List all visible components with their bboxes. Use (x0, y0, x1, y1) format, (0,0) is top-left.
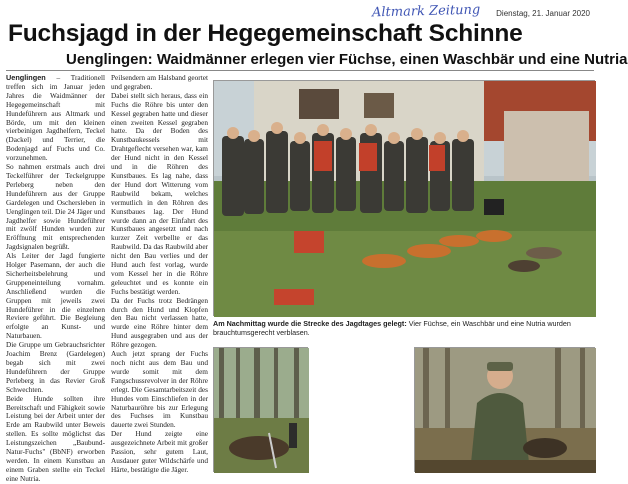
paragraph-text: – Traditionell treffen sich im Januar jeden Jahres die Waidmänner der Hegegemeinschaft mit Hundeführern aus Altmark und Börde, um mit den kleinen vierbeinigen Jagdhelfern, Teckel (Dackel) und Terrier, die Bodenjagd auf Fuchs und Co. vorzunehmen. (6, 73, 105, 163)
article-column-1 (6, 73, 105, 483)
column-2-paragraph-5: Der Hund zeigte eine ausgezeichnete Arbeit mit großer Passion, sehr gutem Laut, Ausdauer guter Wildschärfe und Härte, bestätigte die Jäger. (111, 429, 208, 474)
caption-lead: Am Nachmittag wurde die Strecke des Jagdtages gelegt: (213, 319, 407, 328)
article-column-2 (111, 74, 208, 472)
column-2-paragraph-4: Auch jetzt sprang der Fuchs noch nicht aus dem Bau und wurde somit mit dem Fangschussrevolver in der Röhre erlegt. Die Gesamtarbeitszeit des Hundes vom Einschliefen in der Naturbauröhre bis zur Erlegung des Fuchses im Kunstbau dauerte zwei Stunden. (111, 349, 208, 430)
column-2-paragraph-2: Dabei stellt sich heraus, dass ein Fuchs die Röhre bis unter den Kessel gegraben hatte und dieser einen zweiten Kessel gegraben hatte. Da der Boden des Kunstbaukessels mit Drahtgeflecht versehen war, kam der Hund nicht in den Kessel und in die Röhren des Kunstbaues. Es lag nahe, dass der Hund dort Witterung vom Raubwild bekam, welches vermutlich in den Röhren des Kunstbaues lag. Der Hund wurde dann an der Einfahrt des Kunstbaues angesetzt und nach kurzer Zeit verbellte er das Raubwild. Da das Raubwild aber nicht den Bau verlies und der Hund auch fest vorlag, wurde vom Kessel her in die Röhre geleuchtet und es konnte ein Fuchs bestätigt werden. (111, 90, 208, 296)
hunter-with-dog-photo (414, 347, 595, 472)
column-2-paragraph-1: Peilsendern am Halsband geortet und gegraben. (111, 73, 208, 91)
newspaper-source: Altmark Zeitung (371, 2, 481, 21)
caption-text: Vier Füchse, ein Waschbär und eine Nutria wurden brauchtumsgerecht verblasen. (213, 319, 571, 337)
column-1-paragraph-1 (6, 74, 105, 163)
column-1-paragraph-2: So nahmen erstmals auch drei Teckelführer der Teckelgruppe Perleberg neben den Hundeführern aus der Gruppe Gardelegen und Oschersleben in Uenglingen teil. Die 24 Jäger und Jagdhelfer sowie Hundeführer mit zwölf Hunden wurden zur Eröffnung mit entsprechenden Jagdsignalen begrüßt. (6, 162, 105, 252)
photo-caption (213, 319, 595, 337)
header-rule (6, 70, 594, 71)
column-1-paragraph-5: Beide Hunde sollten ihre Bereitschaft und Fähigkeit sowie Leistung bei der Arbeit unter der Erde am Raubwild unter Beweis stellen. Es sollte möglichst das Leistungszeichen „Baubund-Natur-Fuchs" (BbNF) erworben werden. In einem Kunstbau an einem Graben stellte ein Teckel eine Nutria. (6, 393, 105, 483)
headline: Fuchsjagd in der Hegegemeinschaft Schinne (8, 20, 523, 47)
forest-dig-illustration (214, 348, 309, 473)
group-hunters-photo (213, 80, 595, 316)
forest-dig-photo (213, 347, 308, 472)
dateline: Uenglingen (6, 73, 46, 82)
subheadline: Uenglingen: Waidmänner erlegen vier Füchse, einen Waschbär und eine Nutria (66, 51, 628, 68)
article-column-3 (313, 340, 408, 472)
group-hunters-illustration (214, 81, 596, 317)
column-2-paragraph-3: Da der Fuchs trotz Bedrängen durch den Hund und Klopfen den Bau nicht verlassen hatte, wurde eine Röhre hinter dem Hund ausgegraben und aus der Röhre gezogen. (111, 295, 208, 350)
column-1-paragraph-3: Als Leiter der Jagd fungierte Holger Pasemann, der auch die Sicherheitsbelehrung und Gruppeneinteilung vornahm. Anschließend wurden die Gruppen mit jeweils zwei Hundeführer in die einzelnen Reviere geführt. Die Begleiung erfolgte an Kunst- und Naturbauen. (6, 251, 105, 341)
hunter-with-dog-illustration (415, 348, 596, 473)
issue-date: Dienstag, 21. Januar 2020 (496, 9, 590, 18)
column-1-paragraph-4: Die Gruppe um Gebrauchsrichter Joachim Brenz (Gardelegen) begab sich mit zwei Hundeführern der Gruppe Perleberg in das Revier Groß Schwechten. (6, 340, 105, 394)
